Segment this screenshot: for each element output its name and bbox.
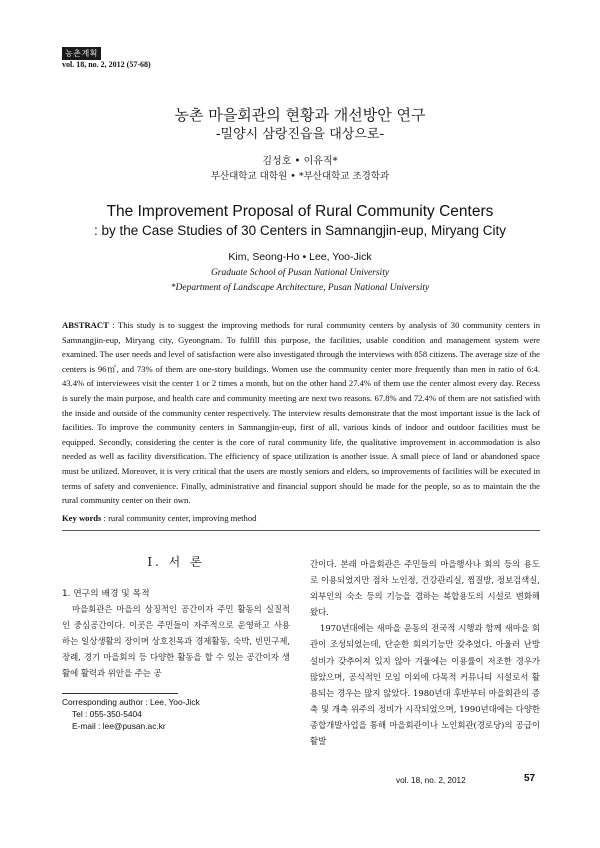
english-authors: Kim, Seong-Ho • Lee, Yoo-Jick <box>228 251 372 263</box>
english-title: The Improvement Proposal of Rural Community Centers <box>106 203 494 220</box>
body-paragraph-right-2: 1970년대에는 새마을 운동의 전국적 시행과 함께 새마을 회관이 조성되었는데, 단순한 회의기능만 갖추었다. 아울러 난방 설비가 갖추어져 있지 않아 겨울에는 이용률이 저조한 경우가 많았으며, 공식적인 모임 이외에 다목적 커뮤니티 시설로서 활용되는 경우는 많지 않았다. 1980년대 후반부터 마을회관의 증축 및 개축 위주의 정비가 시작되었으며, 1990년대에는 다양한 종합개발사업을 통해 마을회관이나 노인회관(경로당)의 공급이 활발 <box>310 623 540 747</box>
abstract-text: : This study is to suggest the improving methods for rural community centers by analysis of 30 community centers in Samnangjin-eup, Miryang city, Gyeongnam. To fulfill this purpose, the facilities, usable condition and management system were examined. The user needs and level of satisfaction were also investigated through the interviews with 858 citizens. The average size of the centers is 96㎡, and 73% of them are one-story buildings. Women use the community center more frequently than men in ratio of 6:4. 43.4% of interviewees visit the center 1 or 2 times a month, but on the other hand 27.4% of them use the center almost every day. Recess is surely the main purpose, and health care and community meeting are next two reasons. 67.8% and 72.4% of them are not satisfied with the inside and outside of the community center respectively. The interview results demonstrate that the most important issue is the lack of facilities. To improve the community centers in Samnangjin-eup, first of all, various kinds of indoor and outdoor facilities must be equipped. Secondly, considering the center is the core of rural community life, the qualitative improvement in accommodation is also needed as well as facility diversification. The efficiency of space utilization is another issue. A small piece of land or abandoned space must be utilized. Moreover, it is very critical that the users are mostly seniors and elders, so improvements of facilities will be executed in terms of safety and convenience. Finally, administrative and financial support should be made for the people, so as to maintain the the rural community center on their own. <box>62 320 540 506</box>
corresponding-author: Corresponding author : Lee, Yoo-Jick <box>62 697 200 707</box>
english-subtitle: : by the Case Studies of 30 Centers in Samnangjin-eup, Miryang City <box>94 223 506 238</box>
page-number: 57 <box>524 773 536 784</box>
korean-authors: 김성호 • 이유직* <box>262 156 338 167</box>
body-paragraph-right-1: 간이다. 본래 마을회관은 주민들의 마을행사나 회의 등의 용도로 이용되었지만 점차 노인정, 건강관리실, 찜질방, 정보검색실, 외부인의 숙소 등의 기능을 겸하는 복합용도의 시설로 변화해 왔다. <box>310 559 540 618</box>
keywords <box>62 513 256 523</box>
korean-subtitle: -밀양시 삼랑진읍을 대상으로- <box>215 127 385 142</box>
body-column-right <box>310 556 540 749</box>
keywords-text: : rural community center, improving method <box>101 513 257 523</box>
keywords-label: Key words <box>62 513 102 523</box>
korean-title: 농촌 마을회관의 현황과 개선방안 연구 <box>174 106 426 124</box>
corresponding-tel: Tel : 055-350-5404 <box>72 709 142 719</box>
footer-issue: vol. 18, no. 2, 2012 <box>396 776 466 785</box>
corresponding-email: E-mail : lee@pusan.ac.kr <box>72 721 166 731</box>
journal-badge: 농촌계획 <box>62 47 101 60</box>
english-affiliation-2: *Department of Landscape Architecture, Pusan National University <box>170 283 430 293</box>
korean-affiliation: 부산대학교 대학원 • *부산대학교 조경학과 <box>210 171 390 182</box>
body-paragraph-left: 마을회관은 마을의 상징적인 공간이자 주민 활동의 실질적인 중심공간이다. 이곳은 주민들이 자주적으로 운영하고 사용하는 일상생활의 장이며 상호친목과 경제활동, 숙박, 빈민구제, 장례, 경기 마을회의 등 다양한 활동을 할 수 있는 공간이자 생활에 활력과 위안을 주는 공 <box>62 604 290 678</box>
footnote-rule <box>62 693 178 694</box>
abstract <box>62 318 540 508</box>
section-heading: I. 서 론 <box>147 555 205 569</box>
english-affiliation-1: Graduate School of Pusan National University <box>210 268 390 278</box>
volume-line: vol. 18, no. 2, 2012 (57-68) <box>62 60 151 69</box>
abstract-label: ABSTRACT <box>62 320 109 330</box>
section-divider <box>62 530 540 531</box>
subsection-heading: 1. 연구의 배경 및 목적 <box>62 589 150 599</box>
correspondence-block <box>62 696 200 732</box>
